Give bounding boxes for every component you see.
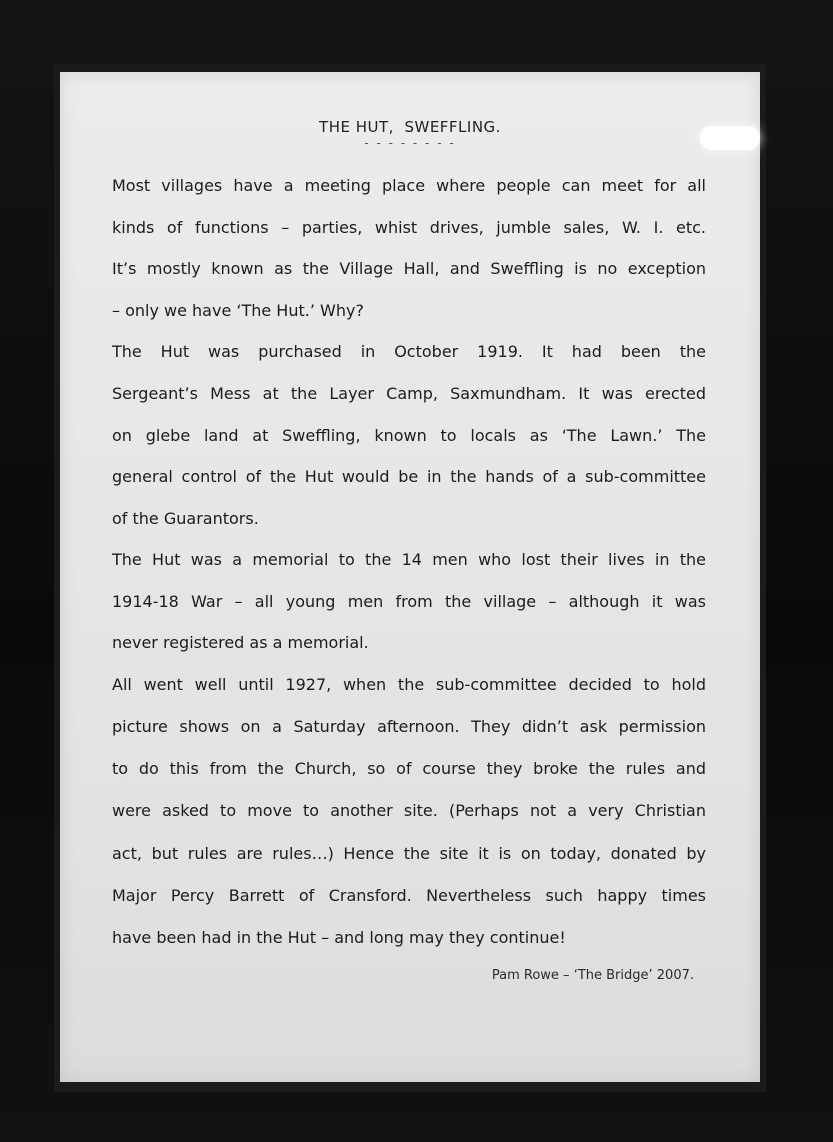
text-line: The Hut was a memorial to the 14 men who lost their lives in the	[112, 550, 706, 569]
text-line: It’s mostly known as the Village Hall, and Sweffling is no exception	[112, 259, 706, 278]
text-line: general control of the Hut would be in the hands of a sub-committee	[112, 467, 706, 486]
text-line: Most villages have a meeting place where people can meet for all	[112, 176, 706, 195]
text-line: All went well until 1927, when the sub-committee decided to hold	[112, 675, 706, 694]
text-line: on glebe land at Sweffling, known to locals as ‘The Lawn.’ The	[112, 426, 706, 445]
text-line: Sergeant’s Mess at the Layer Camp, Saxmundham. It was erected	[112, 384, 706, 403]
text-line: – only we have ‘The Hut.’ Why?	[112, 301, 364, 320]
attribution: Pam Rowe – ‘The Bridge’ 2007.	[491, 968, 694, 983]
text-line: to do this from the Church, so of course they broke the rules and	[112, 759, 706, 778]
text-line: Major Percy Barrett of Cransford. Nevertheless such happy times	[112, 886, 706, 905]
text-line: were asked to move to another site. (Perhaps not a very Christian	[112, 801, 706, 820]
text-line: kinds of functions – parties, whist drives, jumble sales, W. I. etc.	[112, 218, 706, 237]
text-line: The Hut was purchased in October 1919. It had been the	[112, 342, 706, 361]
title-underline: - - - - - - - -	[364, 136, 456, 150]
text-line: 1914-18 War – all young men from the village – although it was	[112, 592, 706, 611]
text-line: have been had in the Hut – and long may they continue!	[112, 928, 566, 947]
document-title: THE HUT, SWEFFLING.	[319, 118, 501, 136]
text-line: picture shows on a Saturday afternoon. They didn’t ask permission	[112, 717, 706, 736]
text-line: never registered as a memorial.	[112, 633, 369, 652]
text-line: of the Guarantors.	[112, 509, 259, 528]
text-line: act, but rules are rules…) Hence the site it is on today, donated by	[112, 844, 706, 863]
